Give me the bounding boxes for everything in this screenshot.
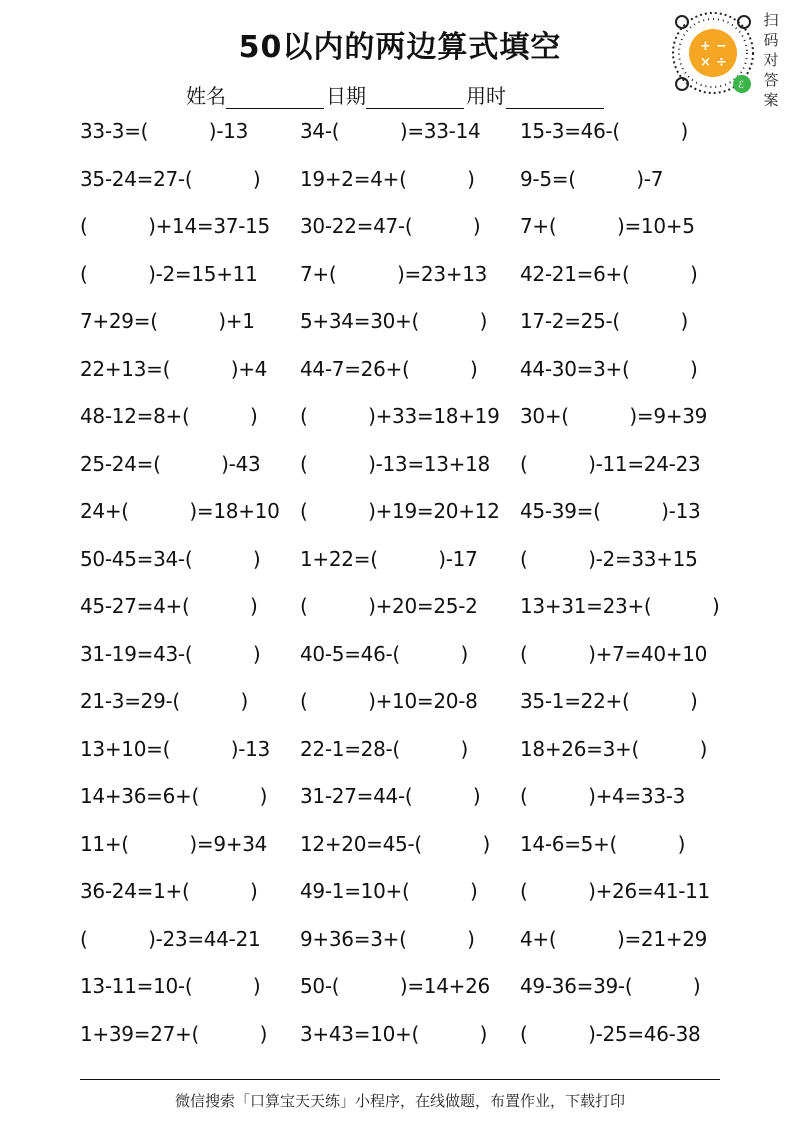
equation[interactable]: 24+( )=18+10 xyxy=(80,499,280,523)
equation[interactable]: 9+36=3+( ) xyxy=(300,926,475,951)
equation[interactable]: 7+29=( )+1 xyxy=(80,309,255,333)
exercise-row xyxy=(0,677,800,725)
exercise-row xyxy=(0,915,800,963)
equation[interactable]: ( )+10=20-8 xyxy=(300,689,478,713)
equation[interactable]: 48-12=8+( ) xyxy=(80,404,258,428)
exercise-row xyxy=(0,440,800,488)
equation[interactable]: 42-21=6+( ) xyxy=(520,261,698,286)
qr-caption-char: 对 xyxy=(763,51,779,69)
equation[interactable]: ( )+4=33-3 xyxy=(520,784,686,808)
exercise-row xyxy=(0,392,800,440)
exercise-row xyxy=(0,107,800,155)
qr-caption-char: 答 xyxy=(763,71,779,89)
exercise-row xyxy=(0,820,800,868)
equation[interactable]: 7+( )=10+5 xyxy=(520,214,695,238)
equation[interactable]: 31-27=44-( ) xyxy=(300,784,481,808)
equation[interactable]: 18+26=3+( ) xyxy=(520,736,708,761)
exercise-row xyxy=(0,725,800,773)
equation[interactable]: 13-11=10-( ) xyxy=(80,974,261,998)
equation[interactable]: ( )+20=25-2 xyxy=(300,594,478,618)
equation[interactable]: 35-1=22+( ) xyxy=(520,689,698,713)
time-blank[interactable] xyxy=(506,88,604,109)
equation[interactable]: 1+39=27+( ) xyxy=(80,1021,268,1046)
exercise-row xyxy=(0,772,800,820)
equation[interactable]: 9-5=( )-7 xyxy=(520,166,664,191)
equation[interactable]: 35-24=27-( ) xyxy=(80,166,261,191)
equation[interactable]: 19+2=4+( ) xyxy=(300,166,475,191)
exercise-row xyxy=(0,202,800,250)
equation[interactable]: 31-19=43-( ) xyxy=(80,641,261,666)
equation[interactable]: 21-3=29-( ) xyxy=(80,689,248,713)
exercise-row xyxy=(0,867,800,915)
equation[interactable]: 5+34=30+( ) xyxy=(300,309,488,333)
equation[interactable]: 4+( )=21+29 xyxy=(520,926,708,951)
qr-caption-char: 扫 xyxy=(763,11,779,29)
qr-caption-char: 码 xyxy=(763,31,779,49)
equation[interactable]: ( )+33=18+19 xyxy=(300,404,500,428)
equation[interactable]: 25-24=( )-43 xyxy=(80,451,261,476)
svg-text:ℰ: ℰ xyxy=(738,80,745,91)
exercise-list xyxy=(0,107,800,1057)
svg-text:÷: ÷ xyxy=(716,55,727,70)
equation[interactable]: 12+20=45-( ) xyxy=(300,831,490,856)
equation[interactable]: ( )-13=13+18 xyxy=(300,451,490,476)
equation[interactable]: ( )-25=46-38 xyxy=(520,1021,701,1046)
equation[interactable]: 49-1=10+( ) xyxy=(300,879,478,903)
equation[interactable]: 3+43=10+( ) xyxy=(300,1021,488,1046)
equation[interactable]: 7+( )=23+13 xyxy=(300,261,488,286)
exercise-row xyxy=(0,487,800,535)
footer-divider xyxy=(80,1079,720,1080)
equation[interactable]: 11+( )=9+34 xyxy=(80,831,268,856)
svg-text:+: + xyxy=(700,39,711,54)
equation[interactable]: ( )+7=40+10 xyxy=(520,641,708,666)
equation[interactable]: 50-45=34-( ) xyxy=(80,546,261,571)
exercise-row xyxy=(0,155,800,203)
equation[interactable]: 30-22=47-( ) xyxy=(300,214,481,238)
equation[interactable]: 22+13=( )+4 xyxy=(80,356,268,381)
equation[interactable]: 1+22=( )-17 xyxy=(300,546,478,571)
qr-caption-char: 案 xyxy=(763,91,779,109)
equation[interactable]: 44-30=3+( ) xyxy=(520,356,698,381)
equation[interactable]: 13+10=( )-13 xyxy=(80,736,270,761)
equation[interactable]: 17-2=25-( ) xyxy=(520,309,688,333)
equation[interactable]: 40-5=46-( ) xyxy=(300,641,468,666)
equation[interactable]: ( )+19=20+12 xyxy=(300,499,500,523)
qr-caption xyxy=(762,10,780,110)
equation[interactable]: ( )-11=24-23 xyxy=(520,451,701,476)
date-blank[interactable] xyxy=(366,88,464,109)
equation[interactable]: 45-27=4+( ) xyxy=(80,594,258,618)
equation[interactable]: 14+36=6+( ) xyxy=(80,784,268,808)
time-label: 用时 xyxy=(466,84,506,108)
mini-program-qr-code-icon[interactable] xyxy=(668,8,758,98)
name-blank[interactable] xyxy=(226,88,324,109)
name-label: 姓名 xyxy=(186,84,226,108)
equation[interactable]: 36-24=1+( ) xyxy=(80,879,258,903)
equation[interactable]: 14-6=5+( ) xyxy=(520,831,686,856)
equation[interactable]: 22-1=28-( ) xyxy=(300,736,468,761)
equation[interactable]: 34-( )=33-14 xyxy=(300,119,481,143)
exercise-row xyxy=(0,1010,800,1058)
equation[interactable]: 45-39=( )-13 xyxy=(520,499,701,523)
equation[interactable]: 30+( )=9+39 xyxy=(520,404,708,428)
equation[interactable]: 44-7=26+( ) xyxy=(300,356,478,381)
equation[interactable]: ( )+14=37-15 xyxy=(80,214,270,238)
footer-note: 微信搜索「口算宝天天练」小程序，在线做题，布置作业，下载打印 xyxy=(174,1092,625,1110)
equation[interactable]: 33-3=( )-13 xyxy=(80,119,248,143)
equation[interactable]: 15-3=46-( ) xyxy=(520,119,688,143)
svg-text:×: × xyxy=(700,55,711,70)
equation[interactable]: 49-36=39-( ) xyxy=(520,974,701,998)
exercise-row xyxy=(0,962,800,1010)
exercise-row xyxy=(0,535,800,583)
equation[interactable]: ( )+26=41-11 xyxy=(520,879,710,903)
student-info-line xyxy=(186,80,606,109)
equation[interactable]: 50-( )=14+26 xyxy=(300,974,490,998)
equation[interactable]: 13+31=23+( ) xyxy=(520,594,720,618)
exercise-row xyxy=(0,582,800,630)
exercise-row xyxy=(0,250,800,298)
equation[interactable]: ( )-2=15+11 xyxy=(80,261,258,286)
worksheet-title: 50以内的两边算式填空 xyxy=(238,30,562,65)
svg-text:−: − xyxy=(716,39,727,54)
exercise-row xyxy=(0,630,800,678)
equation[interactable]: ( )-2=33+15 xyxy=(520,546,698,571)
exercise-row xyxy=(0,297,800,345)
equation[interactable]: ( )-23=44-21 xyxy=(80,926,261,951)
exercise-row xyxy=(0,345,800,393)
date-label: 日期 xyxy=(326,84,366,108)
